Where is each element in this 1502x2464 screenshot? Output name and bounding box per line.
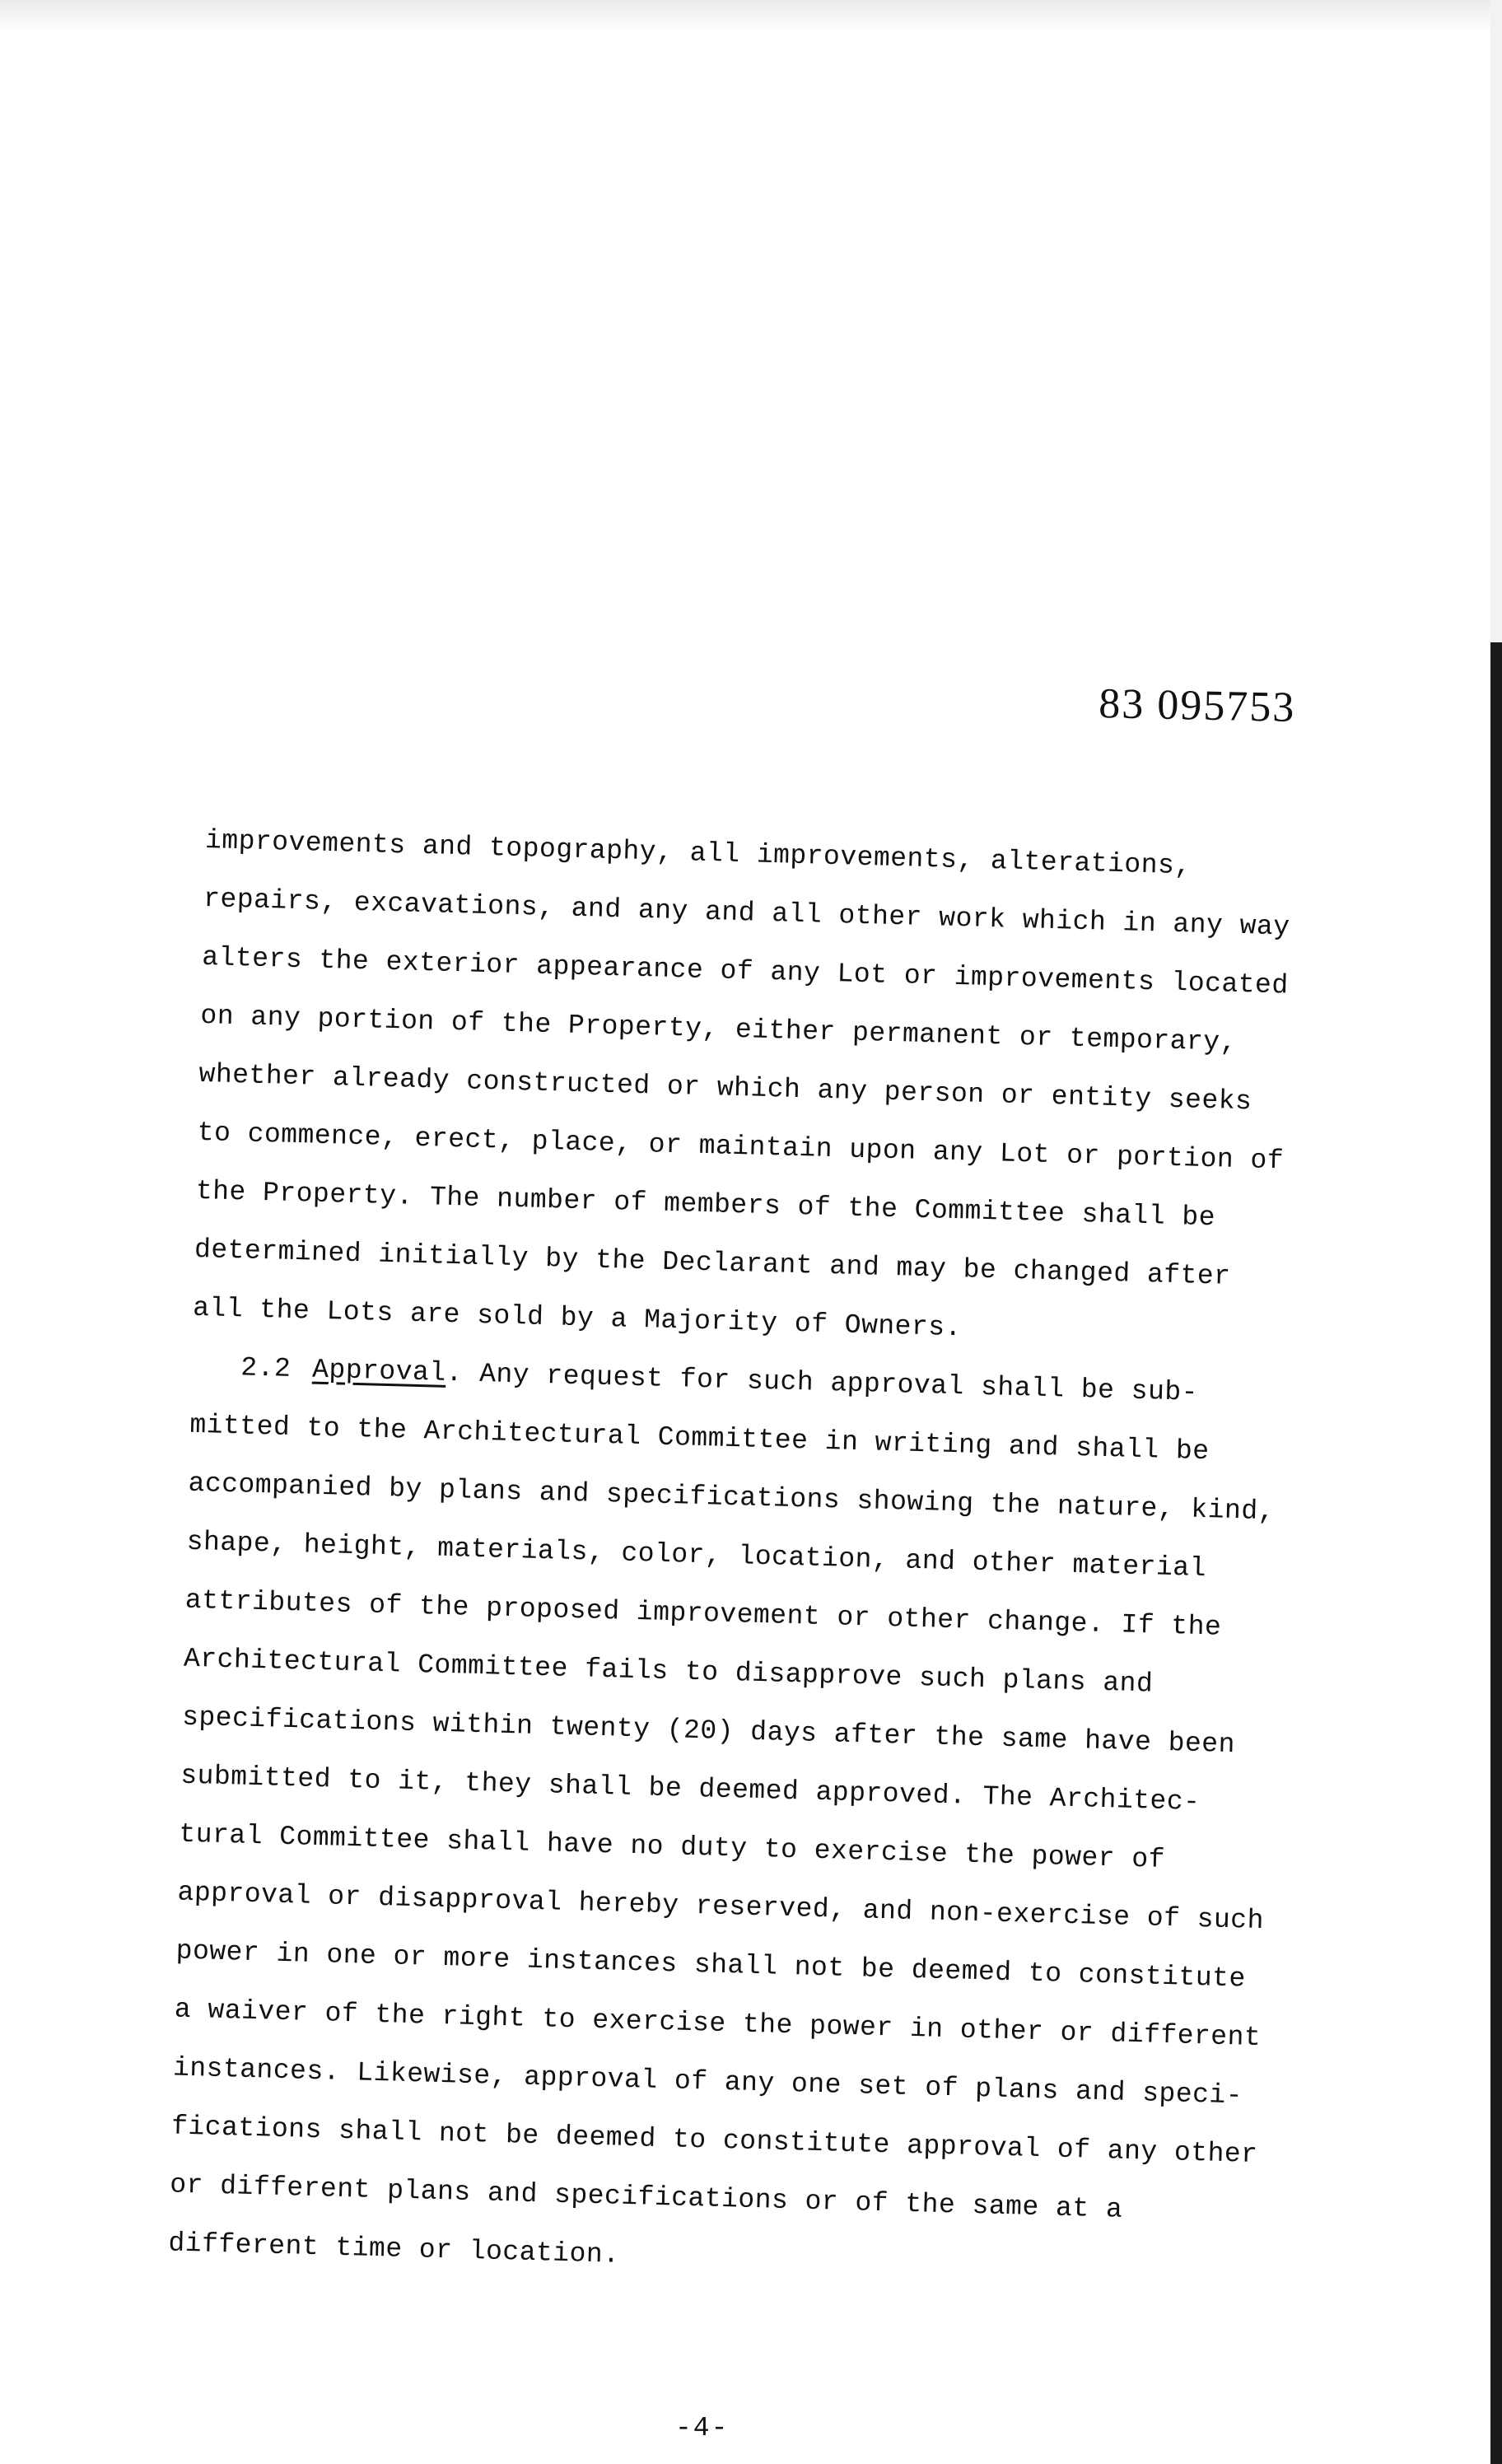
text-line: or different plans and specifications or of the same at a <box>169 2169 1123 2225</box>
text-line: instances. Likewise, approval of any one set of plans and speci- <box>172 2052 1243 2112</box>
text-line: approval or disapproval hereby reserved, and non-exercise of such <box>177 1877 1265 1937</box>
document-number: 83 095753 <box>1098 679 1296 731</box>
text-line: fications shall not be deemed to constitute approval of any other <box>170 2111 1258 2170</box>
section-first-line: . Any request for such approval shall be sub- <box>445 1357 1199 1408</box>
text-line: to commence, erect, place, or maintain upon any Lot or portion of <box>197 1117 1285 1177</box>
scan-edge-top <box>0 0 1502 33</box>
text-line: a waiver of the right to exercise the power in other or different <box>174 1994 1262 2054</box>
scan-edge-right-dark <box>1490 642 1502 2464</box>
text-line: accompanied by plans and specifications showing the nature, kind, <box>188 1468 1276 1528</box>
section-title: Approval <box>311 1354 447 1388</box>
text-line: submitted to it, they shall be deemed approved. The Architec- <box>180 1760 1201 1818</box>
text-line: power in one or more instances shall not be deemed to constitute <box>175 1935 1247 1995</box>
text-line: specifications within twenty (20) days after the same have been <box>181 1701 1236 1761</box>
text-line: different time or location. <box>167 2228 620 2270</box>
text-line: determined initially by the Declarant and may be changed after <box>194 1234 1231 1292</box>
text-line: improvements and topography, all improvements, alterations, <box>204 824 1192 882</box>
text-line: Architectural Committee fails to disapprove such plans and <box>183 1643 1154 1700</box>
text-line: mitted to the Architectural Committee in writing and shall be <box>189 1409 1210 1468</box>
text-line: whether already constructed or which any person or entity seeks <box>198 1058 1252 1118</box>
text-line: alters the exterior appearance of any Lot or improvements located <box>201 941 1290 1001</box>
page-number: -4- <box>675 2413 730 2443</box>
text-line: the Property. The number of members of the Committee shall be <box>195 1175 1216 1234</box>
text-line: all the Lots are sold by a Majority of Owners. <box>192 1292 963 1344</box>
scan-edge-right-light <box>1490 0 1502 642</box>
text-line: tural Committee shall have no duty to exercise the power of <box>178 1818 1166 1875</box>
text-line: shape, height, materials, color, location, and other material <box>186 1526 1207 1584</box>
body-text <box>168 811 1408 2304</box>
text-line: repairs, excavations, and any and all other work which in any way <box>203 883 1290 943</box>
text-line: attributes of the proposed improvement or other change. If the <box>184 1584 1222 1643</box>
section-number: 2.2 <box>240 1352 292 1384</box>
text-line: on any portion of the Property, either permanent or temporary, <box>200 1000 1238 1058</box>
